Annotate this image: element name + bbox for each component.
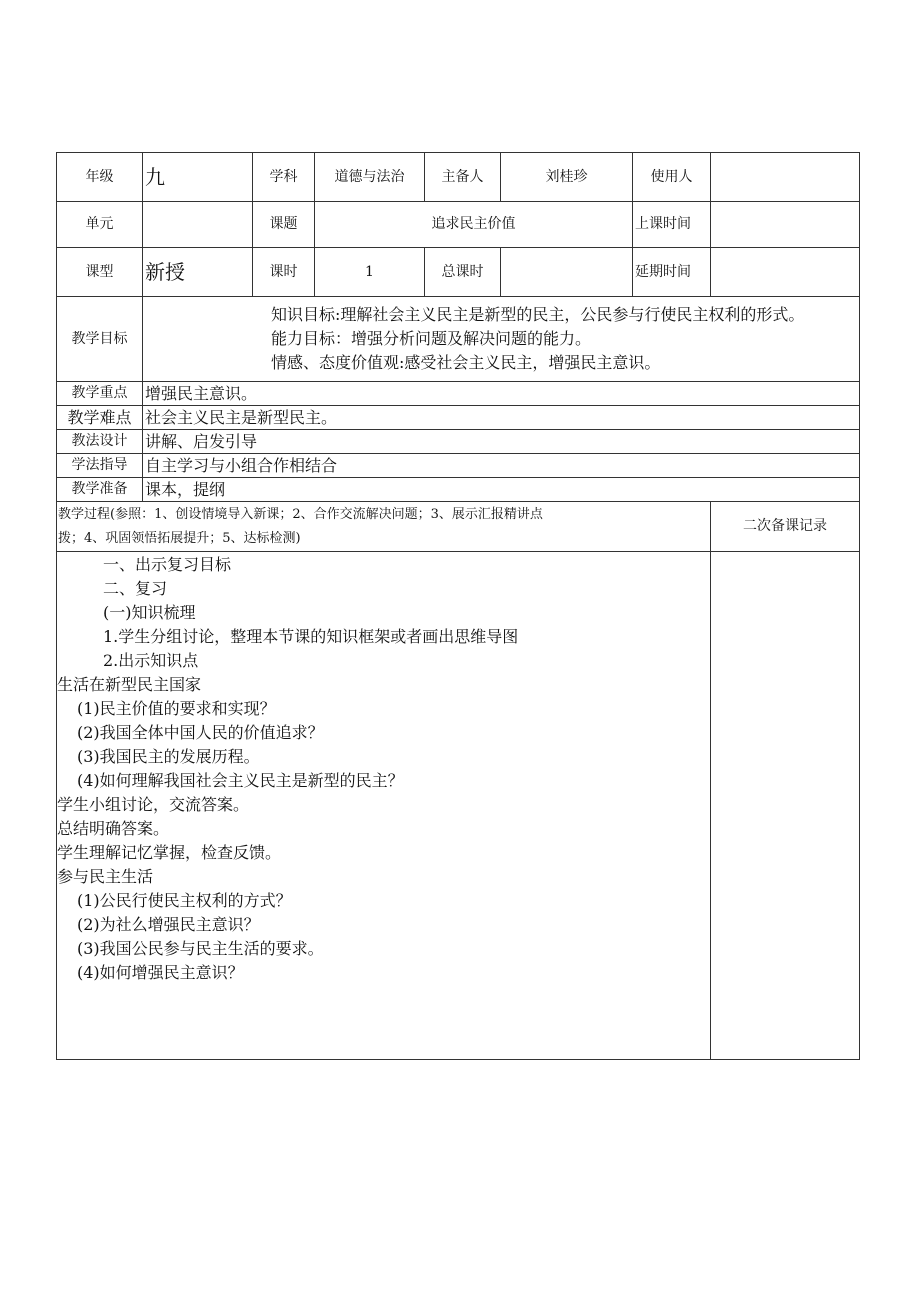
header-row-3 xyxy=(57,248,860,297)
preparation-value: 课本，提纲 xyxy=(143,478,860,502)
class-time-label: 上课时间 xyxy=(633,202,711,248)
process-header-row xyxy=(57,502,860,552)
class-time-value xyxy=(711,202,860,248)
process-line: (4)如何增强民主意识？ xyxy=(77,963,244,982)
process-header-line-1: 教学过程(参照：1、创设情境导入新课；2、合作交流解决问题；3、展示汇报精讲点 xyxy=(58,506,543,522)
process-line: (4)如何理解我国社会主义民主是新型的民主？ xyxy=(77,771,404,790)
process-line: 学生理解记忆掌握，检查反馈。 xyxy=(57,843,282,862)
process-line: (1)民主价值的要求和实现？ xyxy=(77,699,276,718)
hours-value: 1 xyxy=(315,248,425,297)
study-guide-row xyxy=(57,454,860,478)
method-value: 讲解、启发引导 xyxy=(143,430,860,454)
grade-label: 年级 xyxy=(57,153,143,202)
total-hours-label: 总课时 xyxy=(425,248,501,297)
difficulty-value: 社会主义民主是新型民主。 xyxy=(143,406,860,430)
delay-label: 延期时间 xyxy=(633,248,711,297)
header-row-2 xyxy=(57,202,860,248)
user-value xyxy=(711,153,860,202)
topic-label: 课题 xyxy=(253,202,315,248)
goal-ability: 能力目标：增强分析问题及解决问题的能力。 xyxy=(271,328,592,348)
process-line: (1)公民行使民主权利的方式？ xyxy=(77,891,292,910)
header-row-1 xyxy=(57,153,860,202)
user-label: 使用人 xyxy=(633,153,711,202)
unit-value xyxy=(143,202,253,248)
process-content xyxy=(57,552,711,1060)
process-line: 学生小组讨论，交流答案。 xyxy=(57,795,250,814)
process-header xyxy=(57,502,711,552)
method-label: 教法设计 xyxy=(57,430,143,454)
process-line: 2.出示知识点 xyxy=(103,651,199,670)
type-value: 新授 xyxy=(143,248,253,297)
unit-label: 单元 xyxy=(57,202,143,248)
preparer-value: 刘桂珍 xyxy=(501,153,633,202)
goal-emotion: 情感、态度价值观:感受社会主义民主，增强民主意识。 xyxy=(271,352,661,372)
goals-label: 教学目标 xyxy=(57,297,143,382)
delay-value xyxy=(711,248,860,297)
key-point-value: 增强民主意识。 xyxy=(143,382,860,406)
process-line: 一、出示复习目标 xyxy=(103,555,232,574)
process-body-row xyxy=(57,552,860,1060)
preparation-label: 教学准备 xyxy=(57,478,143,502)
preparer-label: 主备人 xyxy=(425,153,501,202)
lesson-plan-table xyxy=(56,152,860,1060)
key-point-label: 教学重点 xyxy=(57,382,143,406)
difficulty-row xyxy=(57,406,860,430)
process-line: (2)我国全体中国人民的价值追求？ xyxy=(77,723,324,742)
study-guide-label: 学法指导 xyxy=(57,454,143,478)
study-guide-value: 自主学习与小组合作相结合 xyxy=(143,454,860,478)
type-label: 课型 xyxy=(57,248,143,297)
subject-label: 学科 xyxy=(253,153,315,202)
process-header-line-2: 拨；4、巩固领悟拓展提升；5、达标检测) xyxy=(58,530,301,546)
goals-content xyxy=(143,297,860,382)
preparation-row xyxy=(57,478,860,502)
hours-label: 课时 xyxy=(253,248,315,297)
topic-value: 追求民主价值 xyxy=(315,202,633,248)
subject-value: 道德与法治 xyxy=(315,153,425,202)
key-point-row xyxy=(57,382,860,406)
process-line: (一)知识梳理 xyxy=(103,603,196,622)
process-line: (3)我国公民参与民主生活的要求。 xyxy=(77,939,324,958)
lesson-plan-form xyxy=(56,152,859,1060)
section-heading: 生活在新型民主国家 xyxy=(57,675,202,694)
difficulty-label: 教学难点 xyxy=(57,406,143,430)
second-prep-label: 二次备课记录 xyxy=(711,502,860,552)
section-heading: 参与民主生活 xyxy=(57,867,154,886)
process-line: 1.学生分组讨论，整理本节课的知识框架或者画出思维导图 xyxy=(103,627,519,646)
process-line: 二、复习 xyxy=(103,579,168,598)
second-prep-notes xyxy=(711,552,860,1060)
process-line: (3)我国民主的发展历程。 xyxy=(77,747,260,766)
process-line: (2)为社么增强民主意识？ xyxy=(77,915,260,934)
total-hours-value xyxy=(501,248,633,297)
process-line: 总结明确答案。 xyxy=(57,819,170,838)
goal-knowledge: 知识目标:理解社会主义民主是新型的民主，公民参与行使民主权利的形式。 xyxy=(271,304,805,324)
goals-row xyxy=(57,297,860,382)
method-row xyxy=(57,430,860,454)
grade-value: 九 xyxy=(143,153,253,202)
